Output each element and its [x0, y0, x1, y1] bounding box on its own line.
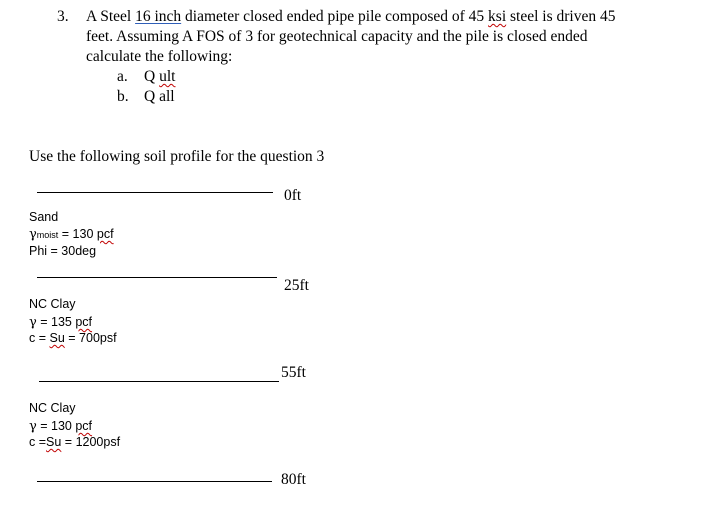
item-a-marker: a. — [117, 68, 128, 85]
diameter-text: 16 inch — [135, 8, 182, 25]
gamma-symbol: γ — [29, 419, 37, 434]
layer-2-unit-weight — [29, 314, 92, 331]
layer-3-name: NC Clay — [29, 401, 76, 415]
depth-label-80ft: 80ft — [281, 471, 306, 488]
item-b-text: Q all — [144, 88, 175, 105]
item-b-marker: b. — [117, 88, 129, 105]
problem-line-1 — [86, 7, 615, 27]
gamma-symbol: γ — [29, 227, 37, 242]
unit-text: pcf — [75, 315, 93, 329]
su-text: Su — [49, 331, 65, 345]
item-a-text — [144, 67, 175, 87]
layer-2-cohesion — [29, 330, 117, 346]
cohesion-prefix: c = — [29, 435, 47, 449]
gamma-subscript: moist — [36, 230, 59, 240]
text-segment: A Steel — [86, 8, 136, 25]
boundary-line-0ft — [37, 192, 273, 193]
soil-profile-intro: Use the following soil profile for the question 3 — [29, 148, 325, 165]
problem-number: 3. — [57, 8, 69, 25]
depth-label-55ft: 55ft — [281, 364, 306, 381]
boundary-line-80ft — [37, 481, 272, 482]
layer-3-cohesion — [29, 434, 120, 450]
layer-1-unit-weight — [29, 226, 114, 243]
ult-text: ult — [159, 68, 176, 85]
unit-weight-value: = 130 — [36, 419, 76, 433]
q-text: Q — [144, 68, 160, 85]
layer-2-name: NC Clay — [29, 297, 76, 311]
cohesion-value: = 700psf — [64, 331, 117, 345]
boundary-line-55ft — [39, 381, 279, 382]
layer-1-friction-angle: Phi = 30deg — [29, 244, 97, 258]
text-segment: diameter closed ended pipe pile composed of 45 — [181, 8, 489, 25]
ksi-text: ksi — [488, 8, 507, 25]
unit-text: pcf — [96, 227, 114, 241]
depth-label-0ft: 0ft — [284, 187, 302, 204]
unit-weight-value: = 130 — [58, 227, 97, 241]
unit-weight-value: = 135 — [36, 315, 76, 329]
unit-text: pcf — [75, 419, 93, 433]
su-text: Su — [46, 435, 62, 449]
boundary-line-25ft — [37, 277, 277, 278]
cohesion-value: = 1200psf — [61, 435, 121, 449]
layer-1-name: Sand — [29, 210, 59, 224]
cohesion-prefix: c = — [29, 331, 50, 345]
problem-line-3: calculate the following: — [86, 48, 233, 65]
depth-label-25ft: 25ft — [284, 277, 309, 294]
problem-line-2: feet. Assuming A FOS of 3 for geotechnical capacity and the pile is closed ended — [86, 28, 588, 45]
gamma-symbol: γ — [29, 315, 37, 330]
layer-3-unit-weight — [29, 418, 92, 435]
text-segment: steel is driven 45 — [506, 8, 616, 25]
